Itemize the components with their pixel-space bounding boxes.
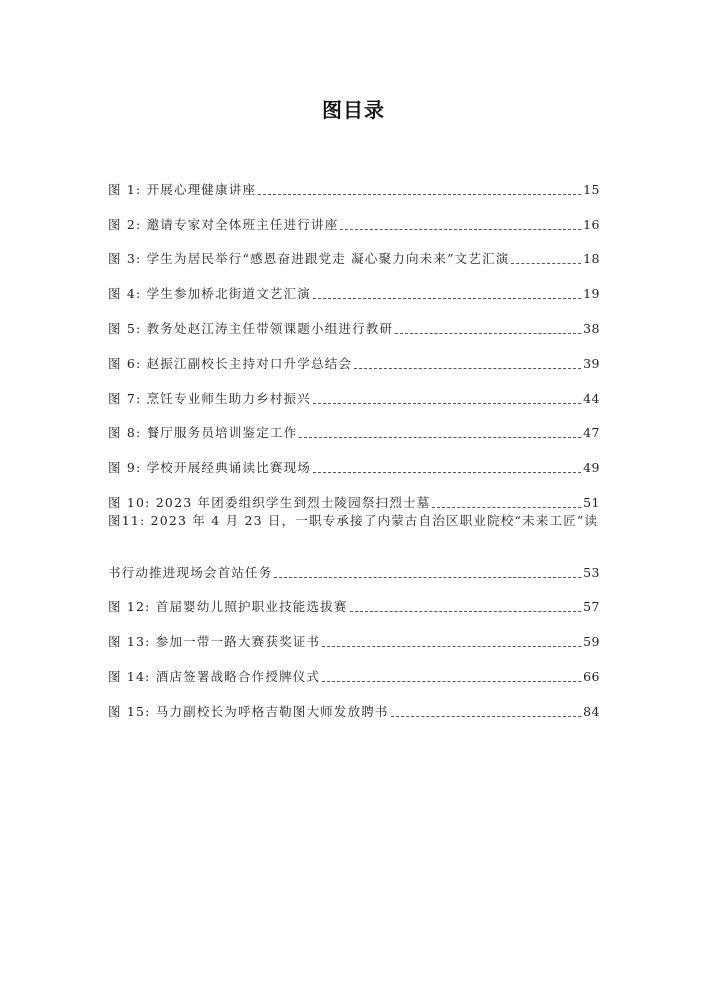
entry-page-number: 59 [583,634,600,650]
entry-label: 图 5: 教务处赵江涛主任带领课题小组进行教研 [108,320,394,336]
toc-entry-12[interactable] [108,582,600,617]
entry-page-number: 66 [583,668,600,684]
entry-label-continued: 书行动推进现场会首站任务 [108,564,273,580]
entry-page-number: 15 [583,181,600,197]
toc-entry-11-line-1[interactable] [108,512,600,547]
toc-entry-1[interactable] [108,164,600,199]
dot-leader [432,507,581,508]
entry-page-number: 39 [583,355,600,371]
entry-label: 图 12: 首届婴幼儿照护职业技能选拔赛 [108,599,348,615]
toc-entry-2[interactable] [108,199,600,234]
dot-leader [313,298,581,299]
dot-leader [511,263,581,264]
entry-label: 图 6: 赵振江副校长主持对口升学总结会 [108,355,353,371]
entry-label: 图 4: 学生参加桥北街道文艺汇演 [108,286,312,302]
entry-page-number: 18 [583,251,600,267]
toc-entry-11-line-2[interactable] [108,547,600,582]
entry-page-number: 16 [583,216,600,232]
entry-label: 图11: 2023 年 4 月 23 日，一职专承接了内蒙古自治区职业院校“未来工匠”读 [108,512,599,528]
dot-leader [313,403,581,404]
dot-leader [274,577,581,578]
entry-page-number: 47 [583,425,600,441]
entry-page-number: 84 [583,703,600,719]
page-title: 图目录 [322,98,385,122]
toc-entry-5[interactable] [108,303,600,338]
dot-leader [395,333,581,334]
dot-leader [313,472,581,473]
entry-page-number: 49 [583,460,600,476]
dot-leader [354,368,581,369]
entry-label: 图 14: 酒店签署战略合作授牌仪式 [108,668,321,684]
entry-label: 图 15: 马力副校长为呼格吉勒图大师发放聘书 [108,703,389,719]
toc-entry-4[interactable] [108,268,600,303]
entry-label: 图 1: 开展心理健康讲座 [108,181,257,197]
entry-label: 图 8: 餐厅服务员培训鉴定工作 [108,425,298,441]
dot-leader [322,681,581,682]
dot-leader [322,646,581,647]
entry-page-number: 44 [583,390,600,406]
entry-label: 图 2: 邀请专家对全体班主任进行讲座 [108,216,339,232]
toc-entry-6[interactable] [108,338,600,373]
entry-label: 图 3: 学生为居民举行“感恩奋进跟党走 凝心聚力向未来”文艺汇演 [108,251,510,267]
entry-label: 图 13: 参加一带一路大赛获奖证书 [108,634,321,650]
dot-leader [340,229,581,230]
toc-entry-13[interactable] [108,616,600,651]
entry-page-number: 38 [583,320,600,336]
entry-page-number: 19 [583,286,600,302]
toc-entry-8[interactable] [108,408,600,443]
toc-entry-14[interactable] [108,651,600,686]
entry-label: 图 9: 学校开展经典诵读比赛现场 [108,460,312,476]
toc-entry-3[interactable] [108,234,600,269]
dot-leader [299,437,581,438]
toc-entry-15[interactable] [108,686,600,721]
toc-entry-9[interactable] [108,442,600,477]
dot-leader [258,194,581,195]
entry-label: 图 7: 烹饪专业师生助力乡村振兴 [108,390,312,406]
entry-page-number: 57 [583,599,600,615]
entry-page-number: 51 [583,494,600,510]
dot-leader [391,716,581,717]
entry-page-number: 53 [583,564,600,580]
figure-list [108,164,600,721]
dot-leader [350,611,582,612]
toc-entry-10[interactable] [108,477,600,512]
entry-label: 图 10: 2023 年团委组织学生到烈士陵园祭扫烈士墓 [108,494,431,510]
toc-entry-7[interactable] [108,373,600,408]
